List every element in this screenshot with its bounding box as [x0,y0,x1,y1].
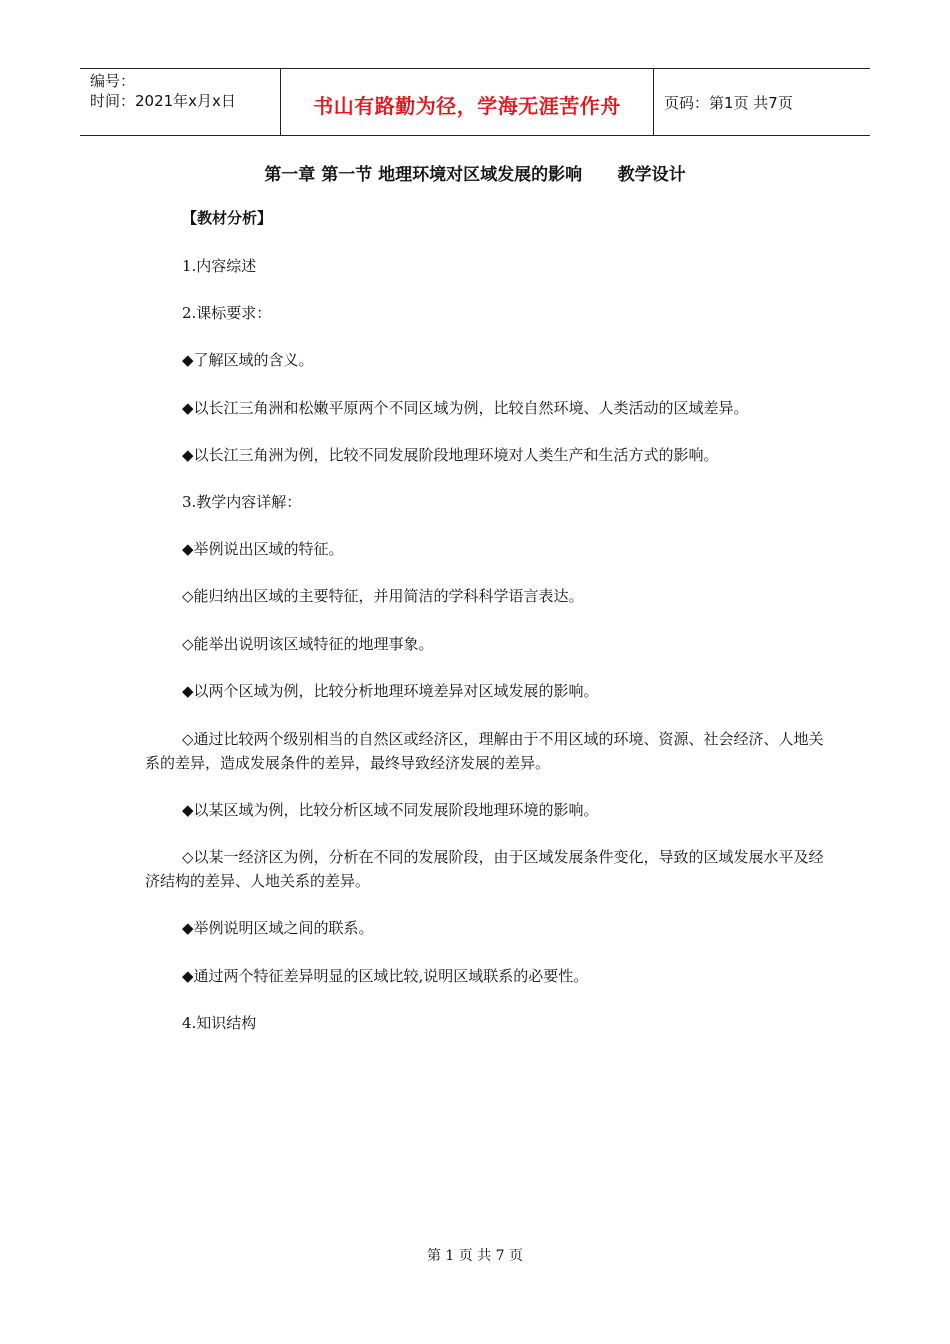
paragraph: ◆以长江三角洲为例，比较不同发展阶段地理环境对人类生产和生活方式的影响。 [182,446,719,464]
page-footer: 第 1 页 共 7 页 [426,1248,524,1264]
section-heading: 【教材分析】 [182,209,273,227]
paragraph: 1.内容综述 [182,257,257,275]
time-label: 时间：2021年x月x日 [90,92,236,110]
paragraph: ◆以长江三角洲和松嫩平原两个不同区域为例，比较自然环境、人类活动的区域差异。 [182,399,749,417]
paragraph: ◆以某区域为例，比较分析区域不同发展阶段地理环境的影响。 [182,801,599,819]
header-page-code: 页码：第1页 共7页 [664,93,793,112]
paragraph: ◆以两个区域为例，比较分析地理环境差异对区域发展的影响。 [182,682,599,700]
paragraph: ◆举例说明区域之间的联系。 [182,919,374,937]
paragraph: 2.课标要求： [182,304,272,322]
header-meta-cell [80,69,281,135]
paragraph: ◆举例说出区域的特征。 [182,540,344,558]
serial-label: 编号： [90,72,136,90]
paragraph: 4.知识结构 [182,1014,257,1032]
paragraph: ◇以某一经济区为例，分析在不同的发展阶段，由于区域发展条件变化，导致的区域发展水平及经济结构的差异、人地关系的差异。 [145,848,824,890]
paragraph: ◆通过两个特征差异明显的区域比较,说明区域联系的必要性。 [182,967,589,985]
paragraph: ◇能归纳出区域的主要特征，并用简洁的学科科学语言表达。 [182,587,584,605]
paragraph: ◇能举出说明该区域特征的地理事象。 [182,635,434,653]
paragraph: ◆了解区域的含义。 [182,351,314,369]
document-title: 第一章 第一节 地理环境对区域发展的影响 教学设计 [264,165,686,185]
header-motto: 书山有路勤为径，学海无涯苦作舟 [281,69,654,135]
paragraph: ◇通过比较两个级别相当的自然区或经济区，理解由于不用区域的环境、资源、社会经济、人地关系的差异，造成发展条件的差异，最终导致经济发展的差异。 [145,730,824,772]
document-header [80,68,870,136]
paragraph: 3.教学内容详解： [182,493,302,511]
